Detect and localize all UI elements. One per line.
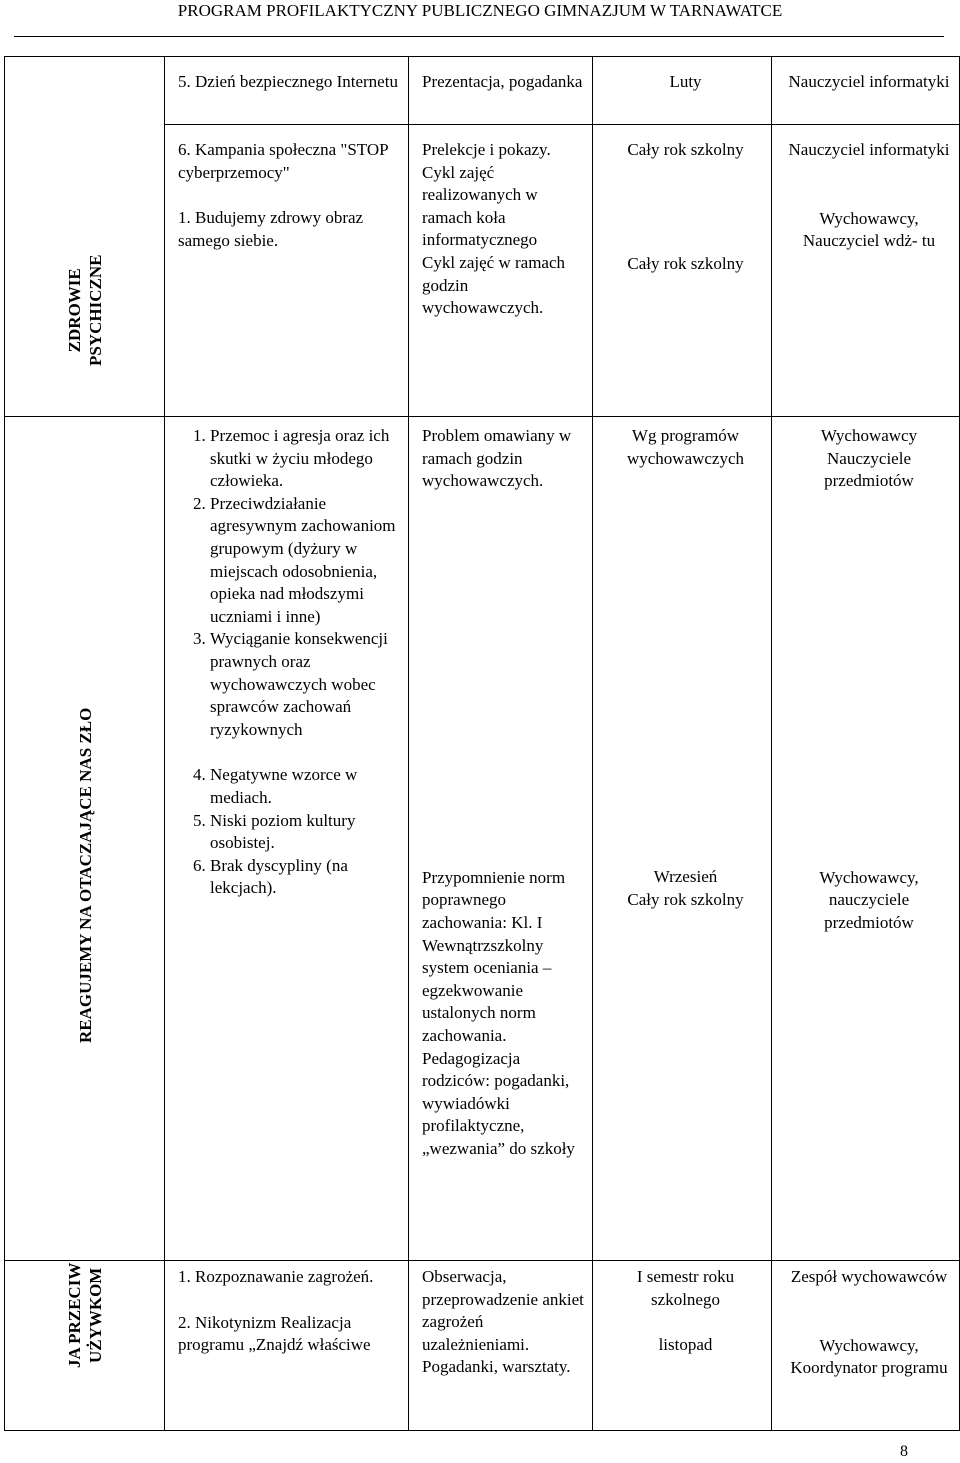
section-cell-zdrowie [5, 57, 165, 417]
list-item: 3. Wyciąganie konsekwencji prawnych oraz wychowawczych wobec sprawców zachowań ryzykownych [210, 628, 402, 741]
section-cell-uzywki [5, 1261, 165, 1431]
section-label: JA PRZECIW UŻYWKOM [64, 1262, 105, 1368]
list-item: 6. Brak dyscypliny (na lekcjach). [210, 855, 402, 900]
task-cell: 1. Rozpoznawanie zagrożeń. 2. Nikotynizm Realizacja programu „Znajdź właściwe [165, 1261, 409, 1431]
header-rule [14, 36, 944, 37]
program-table [4, 56, 960, 1431]
term-cell: Cały rok szkolny Cały rok szkolny [593, 125, 772, 417]
list-item: 1. Przemoc i agresja oraz ich skutki w życiu młodego człowieka. [210, 425, 402, 493]
form-cell: Obserwacja, przeprowadzenie ankiet zagrożeń uzależnieniami. Pogadanki, warsztaty. [409, 1261, 593, 1431]
table-row [5, 57, 960, 125]
term-cell: Wg programów wychowawczych Wrzesień Cały rok szkolny [593, 417, 772, 1261]
list-item: 4. Negatywne wzorce w mediach. [210, 764, 402, 809]
person-cell: Nauczyciel informatyki [772, 57, 960, 125]
section-label: REAGUJEMY NA OTACZAJĄCE NAS ZŁO [75, 707, 95, 1043]
task-cell: 5. Dzień bezpiecznego Internetu [165, 57, 409, 125]
term-cell: Luty [593, 57, 772, 125]
list-item: 5. Niski poziom kultury osobistej. [210, 810, 402, 855]
task-cell [165, 417, 409, 1261]
task-list [178, 764, 402, 900]
page-header-title: PROGRAM PROFILAKTYCZNY PUBLICZNEGO GIMNAZJUM W TARNAWATCE [177, 1, 783, 20]
form-cell: Prelekcje i pokazy. Cykl zajęć realizowanych w ramach koła informatycznego Cykl zajęć w ramach godzin wychowawczych. [409, 125, 593, 417]
task-list [178, 425, 402, 741]
section-label: ZDROWIE PSYCHICZNE [64, 254, 105, 366]
form-cell: Prezentacja, pogadanka [409, 57, 593, 125]
form-cell: Problem omawiany w ramach godzin wychowawczych. Przypomnienie norm poprawnego zachowania: Kl. I Wewnątrzszkolny system oceniania – egzekwowanie ustalonych norm zachowania. Pedagogizacja rodziców: pogadanki, wywiadówki profilaktyczne, „wezwania” do szkoły [409, 417, 593, 1261]
table-row [5, 417, 960, 1261]
person-cell: Zespół wychowawców Wychowawcy, Koordynator programu [772, 1261, 960, 1431]
task-cell: 6. Kampania społeczna "STOP cyberprzemocy" 1. Budujemy zdrowy obraz samego siebie. [165, 125, 409, 417]
person-cell: Wychowawcy Nauczyciele przedmiotów Wychowawcy, nauczyciele przedmiotów [772, 417, 960, 1261]
page-number: 8 [900, 1443, 908, 1460]
table-row [5, 1261, 960, 1431]
section-cell-reagujemy [5, 417, 165, 1261]
term-cell: I semestr roku szkolnego listopad [593, 1261, 772, 1431]
person-cell: Nauczyciel informatyki Wychowawcy, Nauczyciel wdż- tu [772, 125, 960, 417]
list-item: 2. Przeciwdziałanie agresywnym zachowaniom grupowym (dyżury w miejscach odosobnienia, opieka nad młodszymi uczniami i inne) [210, 493, 402, 629]
